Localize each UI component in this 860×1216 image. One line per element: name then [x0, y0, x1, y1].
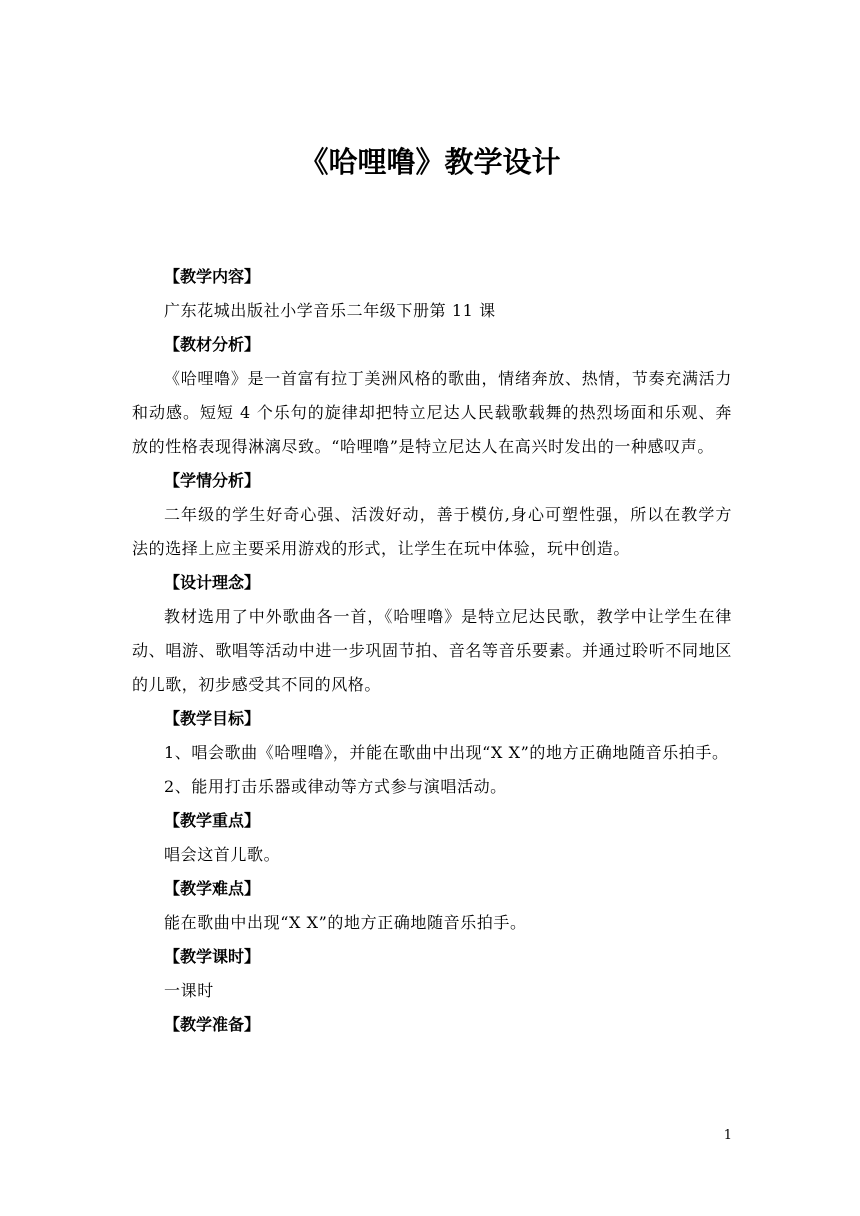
document-body [132, 260, 732, 1042]
section-text-concept: 教材选用了中外歌曲各一首，《哈哩噜》是特立尼达民歌，教学中让学生在律动、唱游、歌唱等活动中进一步巩固节拍、音名等音乐要素。并通过聆听不同地区的儿歌，初步感受其不同的风格。 [132, 607, 732, 694]
section-heading-content: 【教学内容】 [164, 267, 261, 286]
section-heading-goals: 【教学目标】 [164, 709, 261, 728]
section-text-hours: 一课时 [164, 981, 214, 1000]
document-title: 《哈哩噜》教学设计 [299, 145, 561, 179]
section-heading-material: 【教材分析】 [164, 335, 261, 354]
section-heading-difficulties: 【教学难点】 [164, 879, 261, 898]
section-heading-preparation: 【教学准备】 [164, 1015, 261, 1034]
section-text-material: 《哈哩噜》是一首富有拉丁美洲风格的歌曲，情绪奔放、热情，节奏充满活力和动感。短短 4 个乐句的旋律却把特立尼达人民载歌载舞的热烈场面和乐观、奔放的性格表现得淋漓尽致。“哈哩噜”是特立尼达人在高兴时发出的一种感叹声。 [132, 369, 732, 456]
section-heading-concept: 【设计理念】 [164, 573, 261, 592]
section-heading-students: 【学情分析】 [164, 471, 261, 490]
page-number: 1 [723, 1128, 732, 1143]
section-text-difficulties: 能在歌曲中出现“X X”的地方正确地随音乐拍手。 [164, 913, 527, 932]
section-heading-key-points: 【教学重点】 [164, 811, 261, 830]
goal-item-1: 1、唱会歌曲《哈哩噜》，并能在歌曲中出现“X X”的地方正确地随音乐拍手。 [164, 743, 729, 762]
section-text-students: 二年级的学生好奇心强、活泼好动，善于模仿,身心可塑性强，所以在教学方法的选择上应主要采用游戏的形式，让学生在玩中体验，玩中创造。 [132, 505, 732, 558]
section-heading-hours: 【教学课时】 [164, 947, 261, 966]
goal-item-2: 2、能用打击乐器或律动等方式参与演唱活动。 [164, 777, 507, 796]
section-text-key-points: 唱会这首儿歌。 [164, 845, 281, 864]
section-text-content: 广东花城出版社小学音乐二年级下册第 11 课 [164, 301, 496, 320]
